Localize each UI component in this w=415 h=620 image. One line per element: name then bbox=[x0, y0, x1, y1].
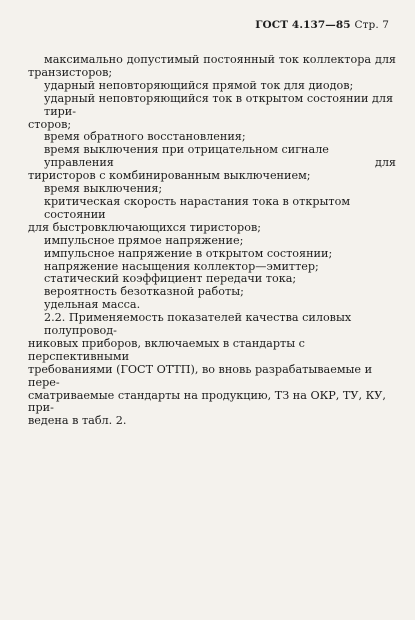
text-line: максимально допустимый постоянный ток коллектора для bbox=[44, 53, 396, 66]
text-line: тиристоров с комбинированным выключением; bbox=[28, 169, 311, 183]
text-line: импульсное напряжение в открытом состоянии; bbox=[44, 246, 333, 260]
text-line: время выключения; bbox=[44, 182, 163, 196]
text-line: критическая скорость нарастания тока в открытом состоянии bbox=[44, 194, 351, 221]
text-line: требованиями (ГОСТ ОТТП), во вновь разрабатываемые и пере- bbox=[28, 362, 373, 389]
text-line: ведена в табл. 2. bbox=[28, 414, 127, 428]
text-line: 2.2. Применяемость показателей качества силовых полупровод- bbox=[44, 311, 352, 338]
text-line: транзисторов; bbox=[28, 65, 113, 79]
text-line: вероятность безотказной работы; bbox=[44, 285, 244, 299]
text-line: время обратного восстановления; bbox=[44, 130, 246, 144]
text-line: время выключения при отрицательном сигнале управления для bbox=[44, 143, 396, 170]
page-number: Стр. 7 bbox=[354, 19, 389, 31]
text-line: для быстровключающихся тиристоров; bbox=[28, 220, 262, 234]
text-line: никовых приборов, включаемых в стандарты с перспективными bbox=[28, 336, 305, 363]
text-line: статический коэффициент передачи тока; bbox=[44, 272, 297, 286]
text-line: сматриваемые стандарты на продукцию, ТЗ на ОКР, ТУ, КУ, при- bbox=[28, 388, 386, 415]
text-line: ударный неповторяющийся прямой ток для диодов; bbox=[44, 78, 354, 92]
text-line: сторов; bbox=[28, 117, 72, 131]
page-header bbox=[255, 19, 389, 31]
document-body bbox=[28, 54, 396, 428]
text-line: удельная масса. bbox=[44, 298, 141, 312]
text-line: импульсное прямое напряжение; bbox=[44, 233, 244, 247]
text-line: ударный неповторяющийся ток в открытом состоянии для тири- bbox=[44, 91, 394, 118]
text-line: напряжение насыщения коллектор—эмиттер; bbox=[44, 259, 319, 273]
standard-number: ГОСТ 4.137—85 bbox=[255, 19, 351, 31]
